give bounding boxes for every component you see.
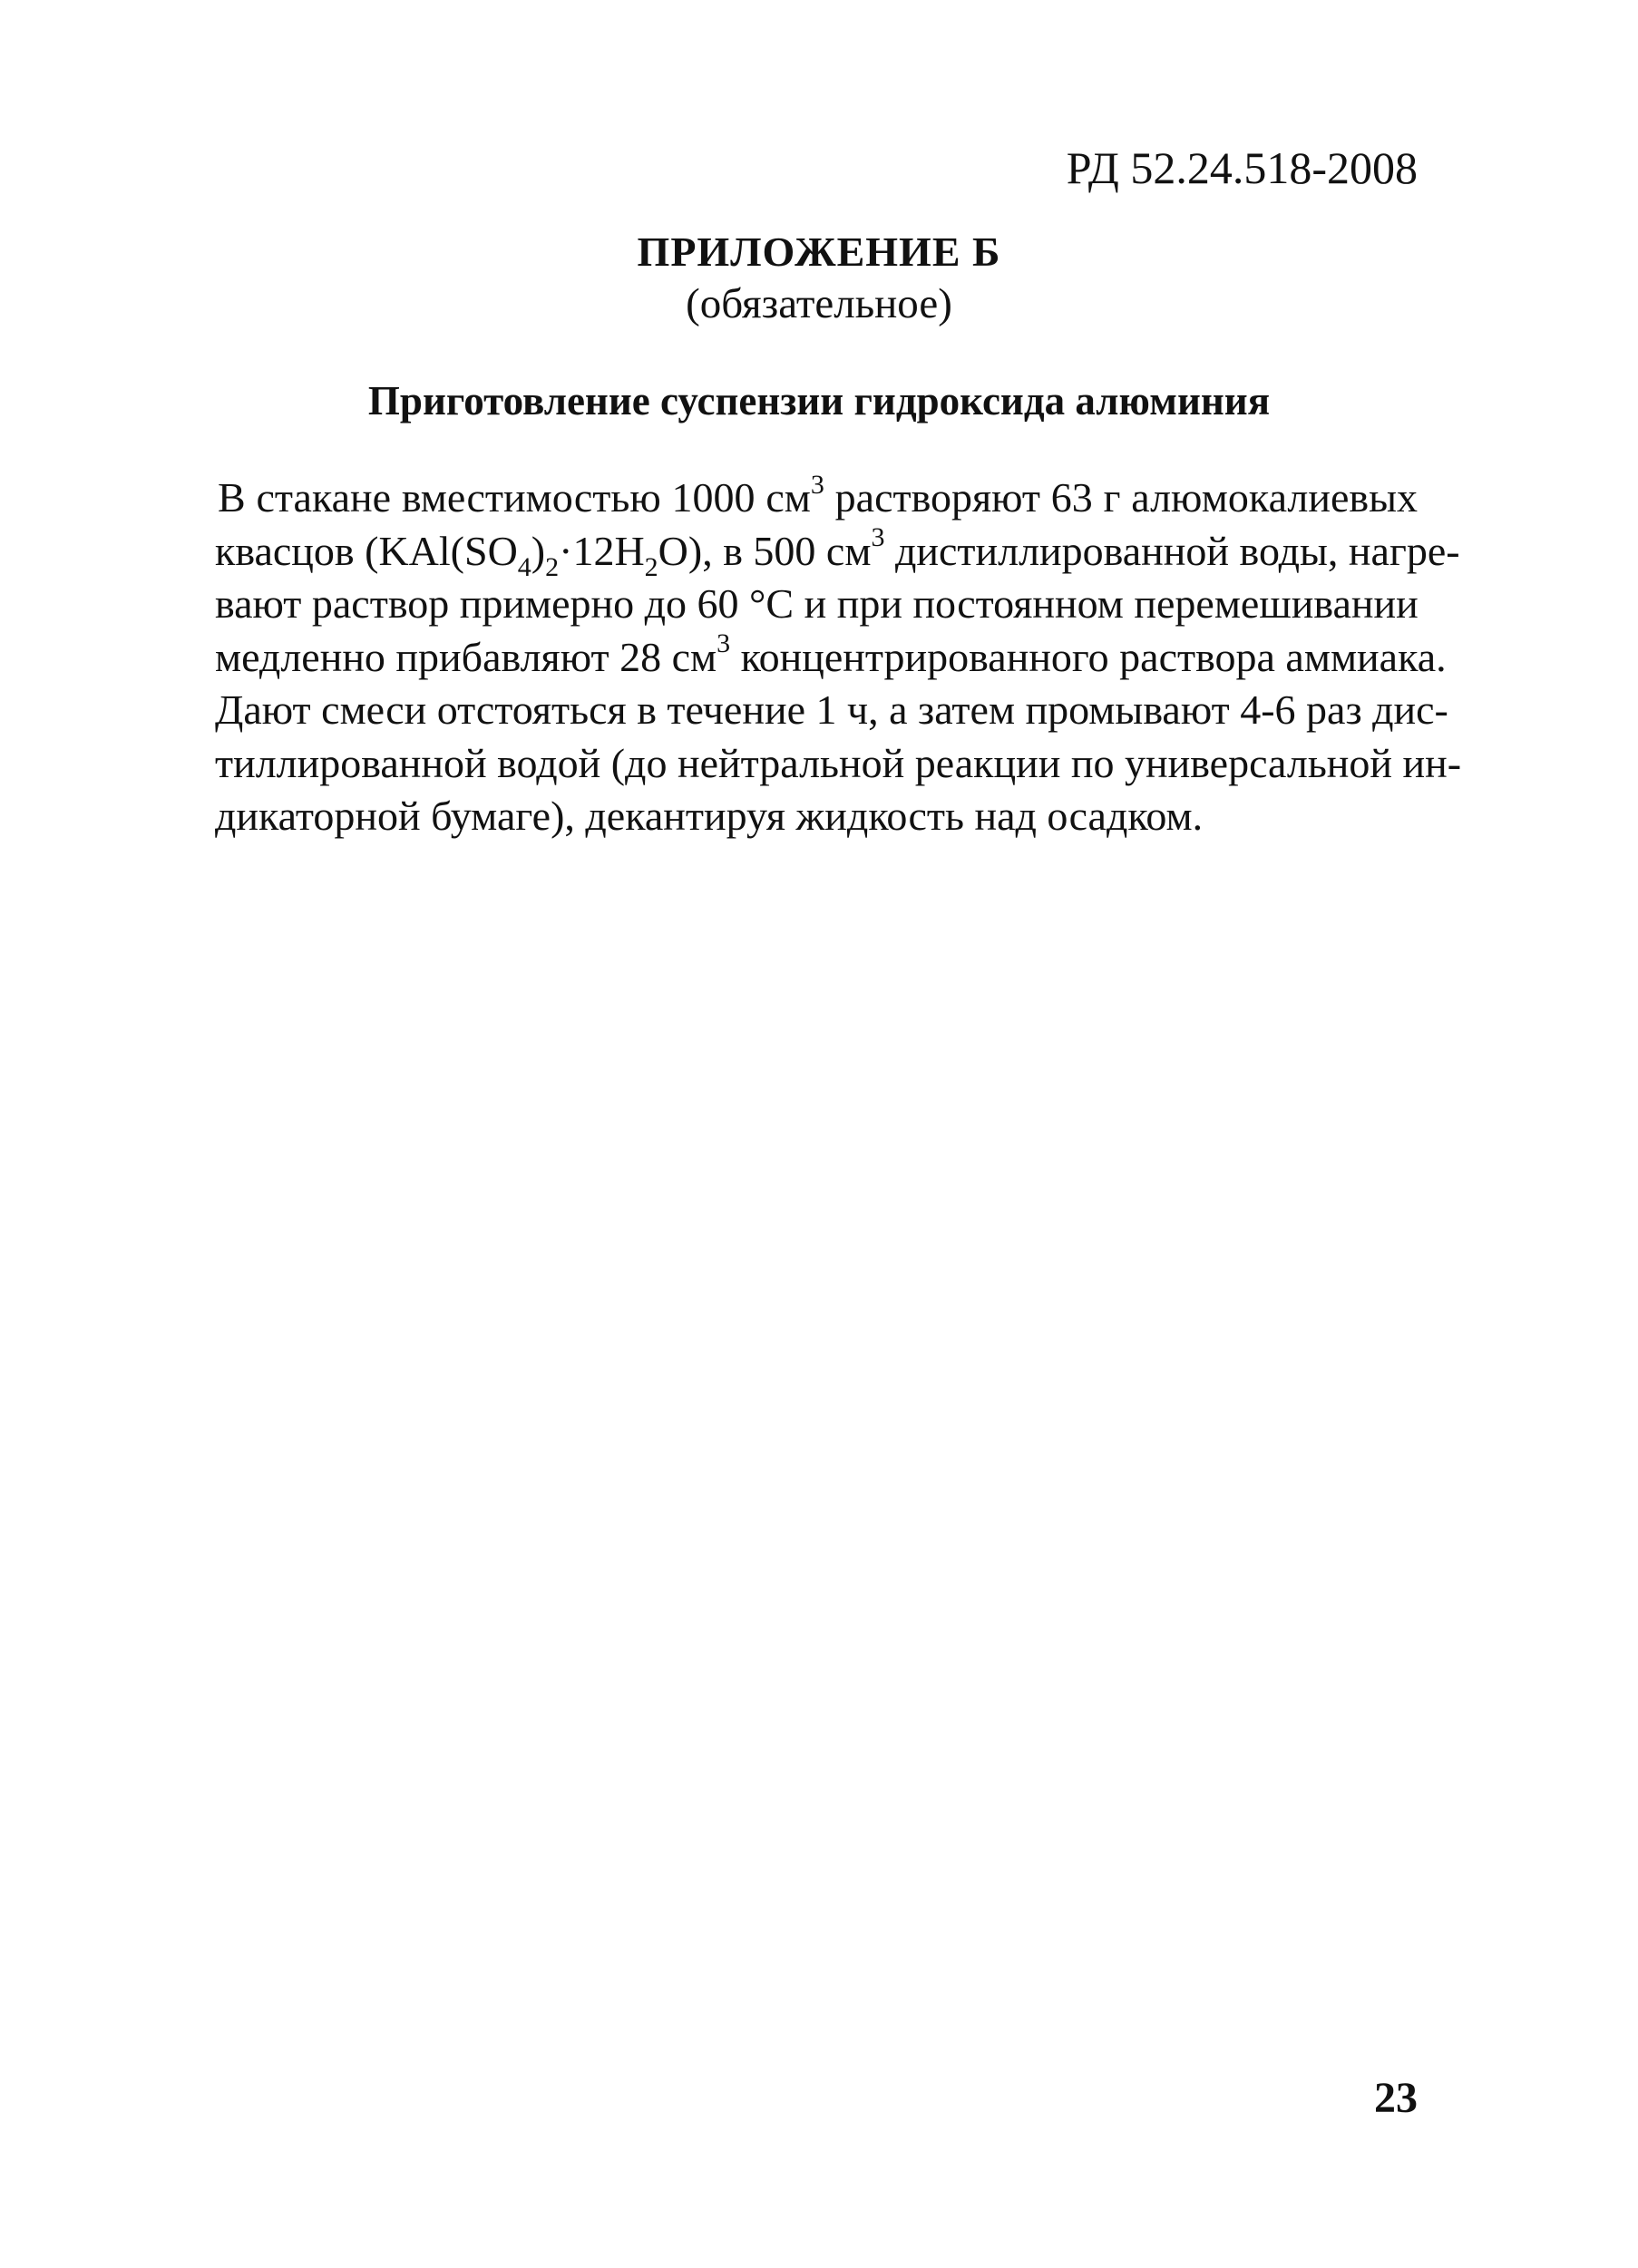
paragraph-line-1 [215, 469, 1419, 525]
text-segment: медленно прибавляют 28 см [215, 633, 717, 680]
section-title: Приготовление суспензии гидроксида алюминия [367, 378, 1271, 423]
superscript: 3 [871, 522, 885, 553]
text-segment: ) [531, 527, 546, 574]
paragraph-line-2 [215, 522, 1460, 582]
text-segment: растворяют 63 г алюмокалиевых [824, 474, 1419, 521]
body-paragraph [215, 469, 1462, 843]
text-segment: ·12H [559, 527, 645, 574]
text-segment: концентрированного раствора аммиака. [730, 633, 1447, 680]
text-segment: В стакане вместимостью 1000 см [218, 474, 811, 521]
page-number: 23 [1374, 2074, 1418, 2122]
paragraph-line-3: вают раствор примерно до 60 °С и при постоянном перемешивании [215, 580, 1419, 627]
subscript: 4 [517, 551, 531, 582]
text-segment: O), в 500 см [658, 527, 872, 574]
paragraph-line-7: дикаторной бумаге), декантируя жидкость над осадком. [215, 793, 1204, 839]
subscript: 2 [545, 551, 560, 582]
subscript: 2 [644, 551, 658, 582]
paragraph-line-5: Дают смеси отстояться в течение 1 ч, а затем промывают 4-6 раз дис- [215, 686, 1448, 733]
superscript: 3 [810, 469, 824, 500]
appendix-title: ПРИЛОЖЕНИЕ Б [637, 229, 1001, 275]
paragraph-line-4 [215, 628, 1447, 685]
document-code: РД 52.24.518-2008 [1066, 142, 1418, 193]
text-segment: квасцов (KAl(SO [215, 527, 518, 574]
superscript: 3 [717, 628, 731, 659]
paragraph-line-6: тиллированной водой (до нейтральной реакции по универсальной ин- [215, 739, 1462, 786]
text-segment: дистиллированной воды, нагре- [884, 527, 1460, 574]
appendix-status: (обязательное) [686, 280, 952, 327]
